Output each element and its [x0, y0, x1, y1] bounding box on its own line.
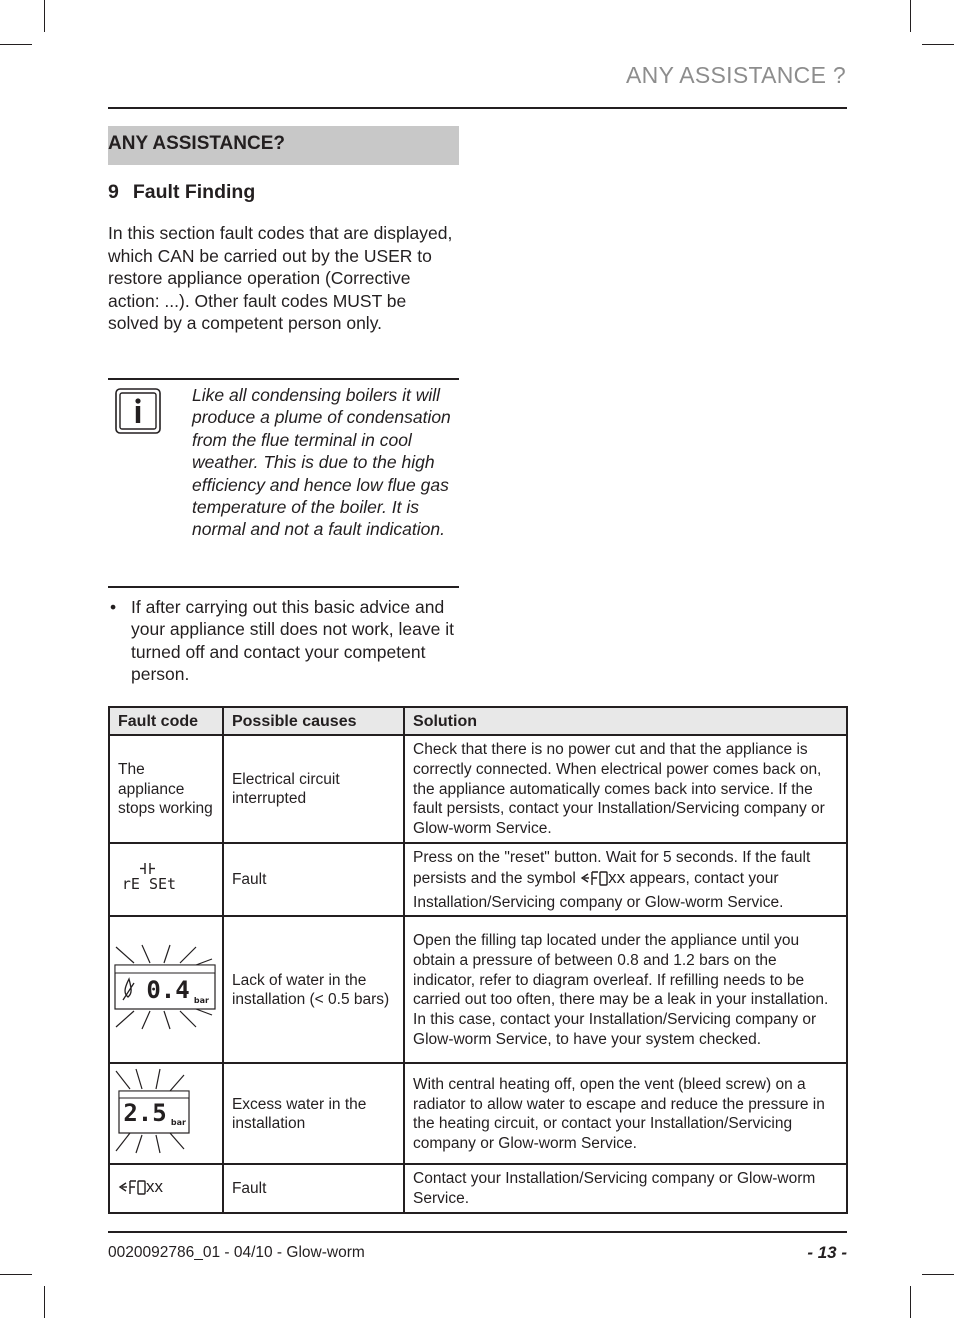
header-rule: [108, 107, 847, 109]
crop-mark: [0, 1274, 32, 1275]
footer-rule: [108, 1231, 847, 1233]
fault-code-cell: [109, 1063, 223, 1164]
running-title: ANY ASSISTANCE ?: [626, 62, 846, 88]
cause-cell: Lack of water in the installation (< 0.5 bars): [223, 916, 404, 1063]
solution-text: Press on the "reset" button. Wait for 5 seconds. If the fault persists and the symbol: [413, 848, 811, 887]
table-row: [109, 735, 847, 843]
crop-mark: [44, 0, 45, 32]
pressure-unit: bar: [193, 995, 209, 1005]
column-header: Fault code: [109, 707, 223, 735]
crop-mark: [44, 1286, 45, 1318]
advice-text: If after carrying out this basic advice and your appliance still does not work, leave it turned off and contact your competent person.: [131, 597, 454, 685]
table-row: [109, 1164, 847, 1213]
solution-cell: Contact your Installation/Servicing company or Glow-worm Service.: [404, 1164, 847, 1213]
symbol-suffix: xx: [146, 1176, 163, 1196]
table-row: [109, 916, 847, 1063]
page-number: - 13 -: [807, 1243, 847, 1262]
fault-code-cell: [109, 843, 223, 916]
cause-cell: Fault: [223, 843, 404, 916]
bullet: •: [110, 597, 117, 617]
info-note: [108, 378, 459, 588]
cause-cell: Excess water in the installation: [223, 1063, 404, 1164]
crop-mark: [910, 0, 911, 32]
solution-cell: [404, 843, 847, 916]
crop-mark: [922, 44, 954, 45]
chimney-fault-icon: [580, 869, 608, 893]
chapter-title: Fault Finding: [132, 181, 256, 203]
table-row: [109, 843, 847, 916]
solution-cell: Check that there is no power cut and that the appliance is correctly connected. When electrical power comes back on, the appliance automatically comes back into service. If the fault persists, contact your Installation/Servicing company or Glow-worm Service.: [404, 735, 847, 843]
symbol-suffix: xx: [608, 867, 626, 887]
cause-cell: Fault: [223, 1164, 404, 1213]
crop-mark: [910, 1286, 911, 1318]
fault-table: [108, 706, 848, 1214]
crop-mark: [0, 44, 32, 45]
section-title: ANY ASSISTANCE?: [108, 126, 459, 165]
intro-paragraph: In this section fault codes that are displayed, which CAN be carried out by the USER to restore appliance operation (Corrective action: ...). Other fault codes MUST be solved by a competent person only.: [108, 223, 453, 333]
cause-cell: Electrical circuit interrupted: [223, 735, 404, 843]
reset-code-text: rE SEt: [121, 875, 177, 894]
high-pressure-display-icon: [112, 1067, 194, 1155]
solution-text: appears, contact your Installation/Servicing company or Glow-worm Service.: [413, 869, 784, 911]
note-text: Like all condensing boilers it will produce a plume of condensation from the flue terminal in cool weather. This is due to the high efficiency and hence low flue gas temperature of the boiler. It is normal and not a fault indication.: [192, 385, 451, 540]
fault-code-cell: [109, 916, 223, 1063]
chimney-fault-icon: [118, 1178, 146, 1202]
chapter-number: 9: [108, 181, 119, 203]
reset-display-icon: [118, 860, 180, 894]
column-header: Possible causes: [223, 707, 404, 735]
crop-mark: [922, 1274, 954, 1275]
pressure-value: 2.5: [123, 1098, 167, 1127]
table-header-row: [109, 707, 847, 735]
solution-cell: With central heating off, open the vent (bleed screw) on a radiator to allow water to escape and reduce the pressure in the heating circuit, or contact your Installation/Servicing company or Glow-worm Service.: [404, 1063, 847, 1164]
column-header: Solution: [404, 707, 847, 735]
low-pressure-display-icon: [112, 943, 218, 1031]
solution-cell: Open the filling tap located under the appliance until you obtain a pressure of between 0.8 and 1.2 bars on the indicator, refer to diagram overleaf. If refilling needs to be carried out too often, there may be a leak in your installation. In this case, contact your Installation/Servicing company or Glow-worm Service, to have your system checked.: [404, 916, 847, 1063]
pressure-value: 0.4: [146, 975, 190, 1004]
document-reference: 0020092786_01 - 04/10 - Glow-worm: [108, 1244, 365, 1261]
info-icon: [115, 388, 161, 434]
table-row: [109, 1063, 847, 1164]
pressure-unit: bar: [170, 1117, 186, 1127]
fault-code-cell: The appliance stops working: [109, 735, 223, 843]
chapter-heading: [108, 181, 255, 204]
fault-code-cell: [109, 1164, 223, 1213]
advice-item: [108, 596, 460, 686]
